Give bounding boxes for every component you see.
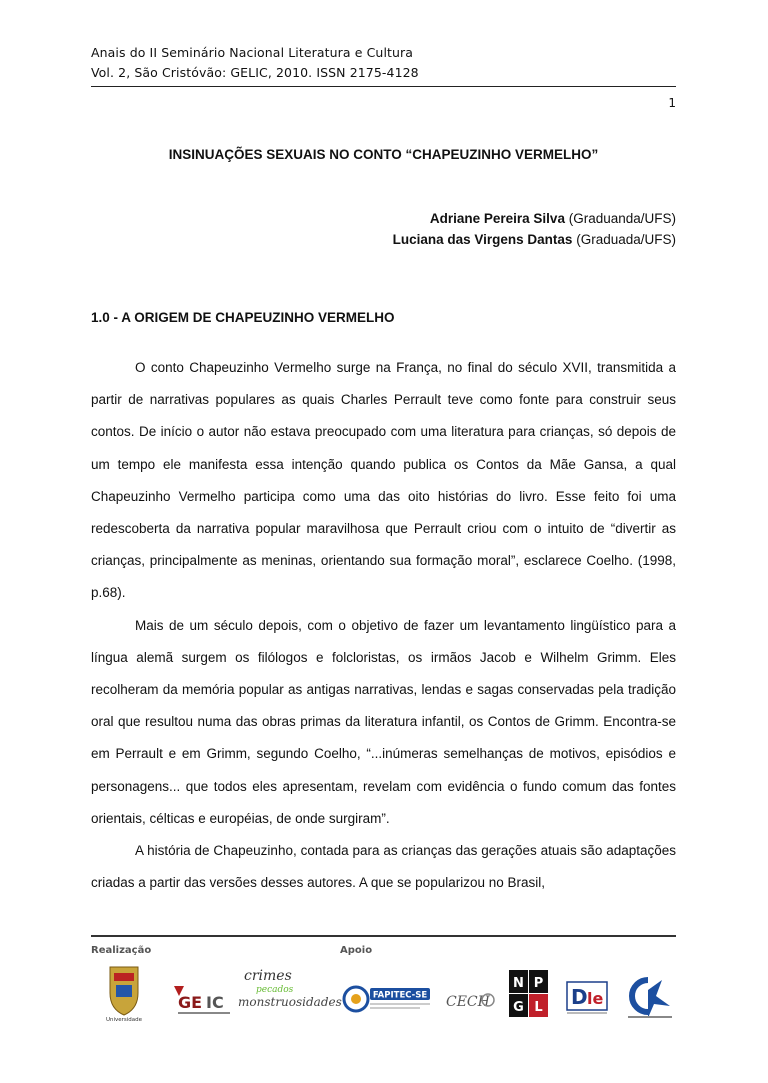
author-2-name: Luciana das Virgens Dantas	[392, 232, 573, 247]
svg-text:IC: IC	[206, 993, 224, 1012]
author-1-role: (Graduanda/UFS)	[564, 211, 676, 226]
cex-logo-icon	[622, 976, 676, 1022]
paragraph-1: O conto Chapeuzinho Vermelho surge na França, no final do século XVII, transmitida a partir de narrativas populares as quais Charles Perrault teve como fonte para construir seus contos. De início o autor não estava preocupado com uma literatura para crianças, só depois de um tempo ele manifesta essa intenção quando publica os Contos da Mãe Gansa, a qual Chapeuzinho Vermelho participa como uma das oito histórias do livro. Esse feito foi uma redescoberta da narrativa popular maravilhosa que Perrault criou com o intuito de “divertir as crianças, principalmente as meninas, orientando sua formação moral”, esclarece Coelho. (1998, p.68).	[91, 360, 676, 601]
paragraph-3: A história de Chapeuzinho, contada para as crianças das gerações atuais são adaptações criadas a partir das versões desses autores. A que se popularizou no Brasil,	[91, 843, 676, 891]
header-divider	[91, 86, 676, 87]
svg-text:crimes: crimes	[244, 968, 292, 984]
footer-label-apoio: Apoio	[340, 945, 373, 956]
paper-title: INSINUAÇÕES SEXUAIS NO CONTO “CHAPEUZINHO VERMELHO”	[168, 147, 599, 162]
svg-text:monstruosidades: monstruosidades	[238, 995, 342, 1009]
crimeo-logo-icon	[236, 964, 342, 1016]
body-text	[91, 352, 676, 899]
cech-logo-icon	[444, 986, 496, 1016]
page-number: 1	[668, 96, 676, 110]
svg-text:Universidade: Universidade	[105, 1017, 143, 1023]
author-1	[393, 208, 676, 229]
svg-text:N: N	[513, 976, 524, 991]
footer-divider	[91, 935, 676, 937]
ufs-crest-icon	[96, 963, 152, 1025]
svg-text:pecados: pecados	[256, 985, 294, 995]
footer-label-realizacao: Realização	[91, 945, 152, 956]
journal-header-line-2: Vol. 2, São Cristóvão: GELIC, 2010. ISSN 2175-4128	[91, 65, 419, 80]
section-heading: 1.0 - A ORIGEM DE CHAPEUZINHO VERMELHO	[91, 310, 395, 325]
author-1-name: Adriane Pereira Silva	[429, 211, 565, 226]
svg-text:GE: GE	[178, 993, 203, 1012]
svg-text:G: G	[513, 1000, 524, 1015]
journal-header-line-1: Anais do II Seminário Nacional Literatura e Cultura	[91, 45, 414, 60]
svg-text:CECH: CECH	[446, 994, 490, 1010]
svg-text:P: P	[533, 976, 544, 991]
paragraph-2: Mais de um século depois, com o objetivo de fazer um levantamento lingüístico para a língua alemã surgem os filólogos e folcloristas, os irmãos Jacob e Wilhelm Grimm. Eles recolheram da memória popular as antigas narrativas, lendas e sagas conservadas pela tradição oral que resultou numa das obras primas da literatura infantil, os Contos de Grimm. Encontra-se em Perrault e em Grimm, segundo Coelho, “...inúmeras semelhanças de motivos, episódios e personagens... que todos eles apresentam, revelam com evidência o fundo comum das fontes orientais, célticas e européias, de onde surgiram”.	[91, 617, 676, 826]
npgl-logo-icon	[507, 968, 551, 1024]
author-block	[393, 208, 676, 250]
gelic-logo-icon	[170, 982, 234, 1022]
svg-text:FAPITEC-SE: FAPITEC-SE	[372, 990, 428, 1001]
fapitec-logo-icon	[342, 982, 436, 1016]
svg-text:le: le	[587, 989, 604, 1008]
dle-logo-icon	[565, 980, 611, 1018]
svg-text:L: L	[534, 1000, 543, 1015]
author-2-role: (Graduada/UFS)	[572, 232, 676, 247]
svg-text:D: D	[571, 985, 588, 1009]
author-2	[393, 229, 676, 250]
